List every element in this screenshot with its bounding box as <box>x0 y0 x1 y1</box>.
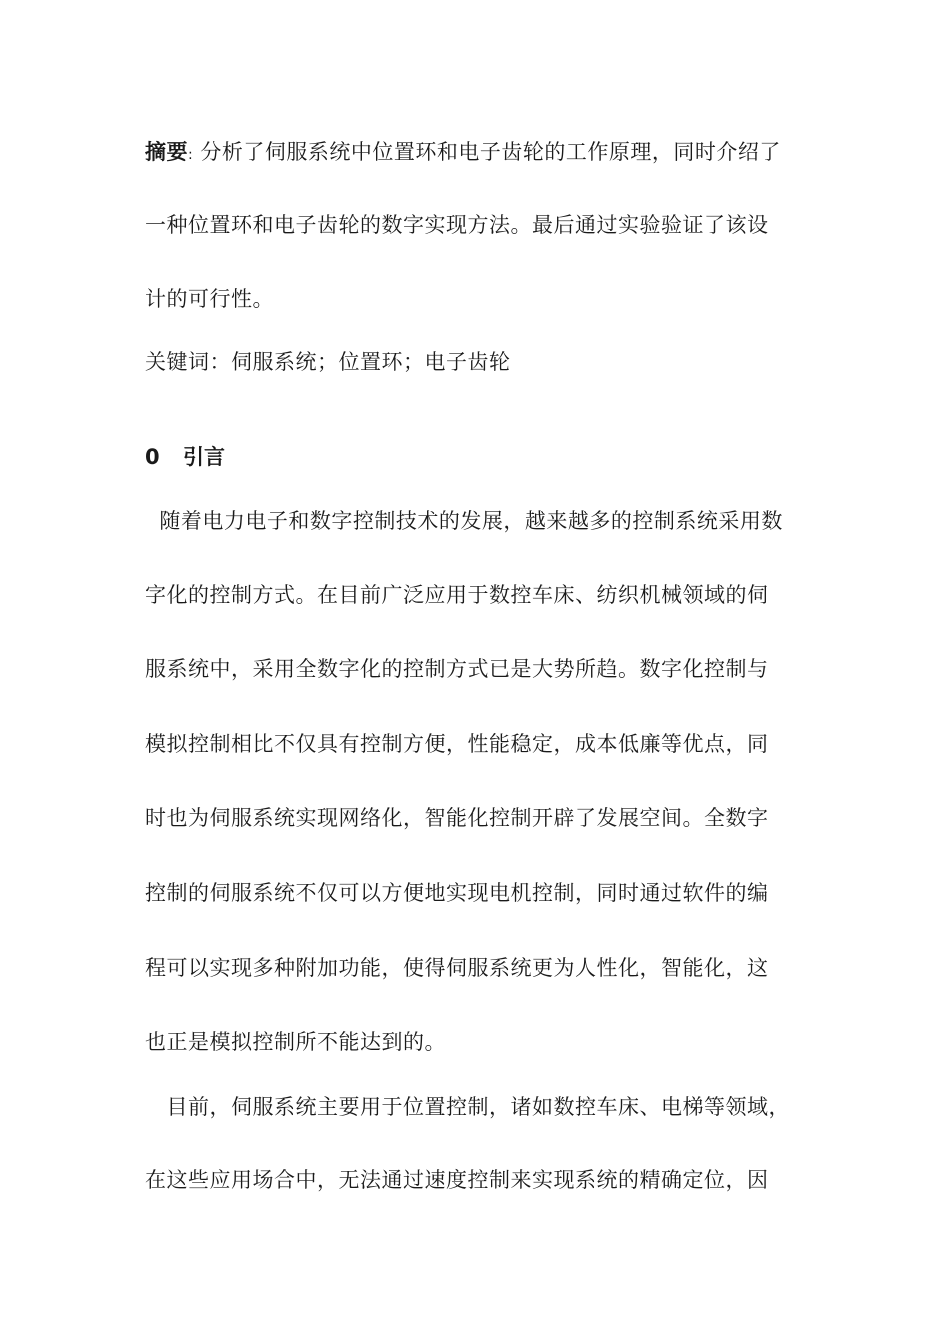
paragraph-1-line-2: 字化的控制方式。在目前广泛应用于数控车床、纺织机械领域的伺 <box>145 583 769 607</box>
paragraph-1-line-3: 服系统中，采用全数字化的控制方式已是大势所趋。数字化控制与 <box>145 657 769 681</box>
paragraph-1-line-7: 程可以实现多种附加功能，使得伺服系统更为人性化，智能化，这 <box>145 956 769 980</box>
abstract-label: 摘要 <box>145 140 188 164</box>
abstract-line-3: 计的可行性。 <box>145 287 274 311</box>
paragraph-1-line-6: 控制的伺服系统不仅可以方便地实现电机控制，同时通过软件的编 <box>145 881 769 905</box>
abstract-colon: : <box>188 147 194 163</box>
section-heading <box>145 442 225 472</box>
abstract-line-1 <box>145 137 781 170</box>
abstract-line-2: 一种位置环和电子齿轮的数字实现方法。最后通过实验验证了该设 <box>145 213 769 237</box>
paragraph-1-line-1: 随着电力电子和数字控制技术的发展，越来越多的控制系统采用数 <box>145 509 783 533</box>
abstract-text-1: 分析了伺服系统中位置环和电子齿轮的工作原理，同时介绍了 <box>193 140 781 164</box>
section-number: 0 <box>145 445 160 469</box>
paragraph-2-line-1: 目前，伺服系统主要用于位置控制，诸如数控车床、电梯等领域， <box>145 1095 791 1119</box>
keywords-line: 关键词：伺服系统；位置环；电子齿轮 <box>145 350 511 374</box>
paragraph-1-line-4: 模拟控制相比不仅具有控制方便，性能稳定，成本低廉等优点，同 <box>145 732 769 756</box>
paragraph-1-line-5: 时也为伺服系统实现网络化，智能化控制开辟了发展空间。全数字 <box>145 806 769 830</box>
paragraph-2-line-2: 在这些应用场合中，无法通过速度控制来实现系统的精确定位，因 <box>145 1168 769 1192</box>
paragraph-1-line-8: 也正是模拟控制所不能达到的。 <box>145 1030 446 1054</box>
section-title: 引言 <box>183 445 225 469</box>
